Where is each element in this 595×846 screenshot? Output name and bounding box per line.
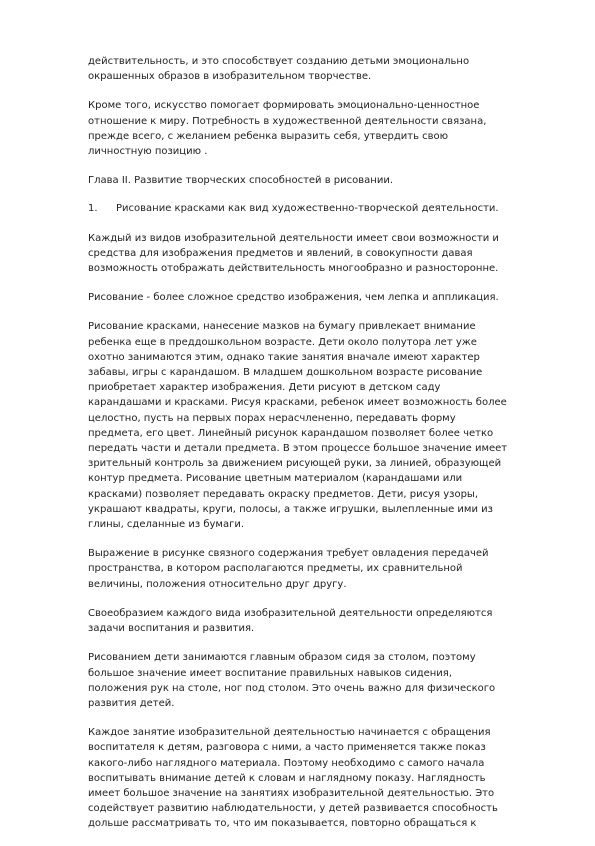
paragraph [88, 606, 548, 636]
text-line: предмета, его цвет. Линейный рисунок карандашом позволяет более четко [88, 427, 494, 439]
text-line: какого-либо наглядного материала. Поэтому необходимо с самого начала [88, 757, 485, 769]
text-line: красками) позволяет передавать окраску предметов. Дети, рисуя узоры, [88, 488, 478, 500]
text-line: целостно, пусть на первых порах нерасчлененно, передавать форму [88, 412, 456, 424]
text-line: зрительный контроль за движением рисующей руки, за линией, образующей [88, 458, 502, 470]
text-line: действительность, и это способствует созданию детьми эмоционально [88, 56, 470, 67]
text-line: глины, сделанные из бумаги. [88, 519, 245, 531]
text-line: развития детей. [88, 697, 175, 709]
text-line: Каждый из видов изобразительной деятельности имеет свои возможности и [88, 232, 499, 244]
paragraph [88, 290, 548, 305]
text-line: личностную позицию . [88, 146, 208, 158]
text-line: воспитателя к детям, разговора с ними, а часто применяется также показ [88, 742, 486, 754]
text-line: величины, положения относительно друг другу. [88, 578, 347, 590]
paragraph [88, 98, 548, 159]
text-line: пространства, в котором располагаются предметы, их сравнительной [88, 563, 463, 575]
text-line: средства для изображения предметов и явлений, в совокупности давая [88, 247, 473, 259]
text-line: положения рук на столе, ног под столом. Это очень важно для физического [88, 682, 496, 694]
text-line: задачи воспитания и развития. [88, 623, 255, 635]
document-body [88, 54, 548, 846]
text-line: Рисование - более сложное средство изображения, чем лепка и аппликация. [88, 292, 499, 304]
paragraph [88, 650, 548, 711]
chapter-heading: Глава II. Развитие творческих способностей в рисовании. [88, 175, 393, 187]
text-line: отношение к миру. Потребность в художественной деятельности связана, [88, 115, 487, 127]
body-paragraphs [88, 231, 548, 832]
text-line: Выражение в рисунке связного содержания требует овладения передачей [88, 548, 489, 560]
text-line: забавы, игры с карандашом. В младшем дошкольном возрасте рисование [88, 367, 483, 379]
text-line: Кроме того, искусство помогает формировать эмоционально-ценностное [88, 100, 480, 112]
text-line: контур предмета. Рисование цветным материалом (карандашами или [88, 473, 463, 485]
text-line: охотно занимаются этим, однако такие занятия вначале имеют характер [88, 351, 480, 363]
text-line: возможность отображать действительность многообразно и разносторонне. [88, 263, 499, 275]
text-line: украшают квадраты, круги, полосы, а также игрушки, вылепленные ими из [88, 503, 493, 515]
text-line: прежде всего, с желанием ребенка выразить себя, утвердить свою [88, 130, 449, 142]
text-line: большое значение имеет воспитание правильных навыков сидения, [88, 667, 453, 679]
text-line: Рисованием дети занимаются главным образом сидя за столом, поэтому [88, 652, 476, 664]
text-line: дольше рассматривать то, что им показывается, повторно обращаться к [88, 818, 477, 830]
text-line: ребенка еще в преддошкольном возрасте. Дети около полутора лет уже [88, 336, 477, 348]
text-line: Каждое занятие изобразительной деятельностью начинается с обращения [88, 727, 491, 739]
section-number: 1. [88, 203, 98, 215]
text-line: Своеобразием каждого вида изобразительной деятельности определяются [88, 607, 493, 619]
text-line: окрашенных образов в изобразительном творчестве. [88, 71, 372, 83]
paragraph [88, 319, 548, 532]
paragraph [88, 54, 548, 84]
paragraph [88, 231, 548, 277]
text-line: Рисование красками, нанесение мазков на бумагу привлекает внимание [88, 321, 476, 333]
paragraph [88, 725, 548, 831]
text-line: карандашами и красками. Рисуя красками, ребенок имеет возможность более [88, 397, 507, 409]
text-line: содействует развитию наблюдательности, у детей развивается способность [88, 803, 498, 815]
text-line: имеет большое значение на занятиях изобразительной деятельностью. Это [88, 787, 495, 799]
section-heading [88, 201, 548, 216]
intro-paragraphs [88, 54, 548, 159]
text-line: приобретает характер изображения. Дети рисуют в детском саду [88, 382, 441, 394]
text-line: передать части и детали предмета. В этом процессе большое значение имеет [88, 443, 508, 455]
text-line: воспитывать внимание детей к словам и наглядному показу. Наглядность [88, 772, 486, 784]
paragraph [88, 546, 548, 592]
section-title: Рисование красками как вид художественно-творческой деятельности. [116, 203, 499, 215]
